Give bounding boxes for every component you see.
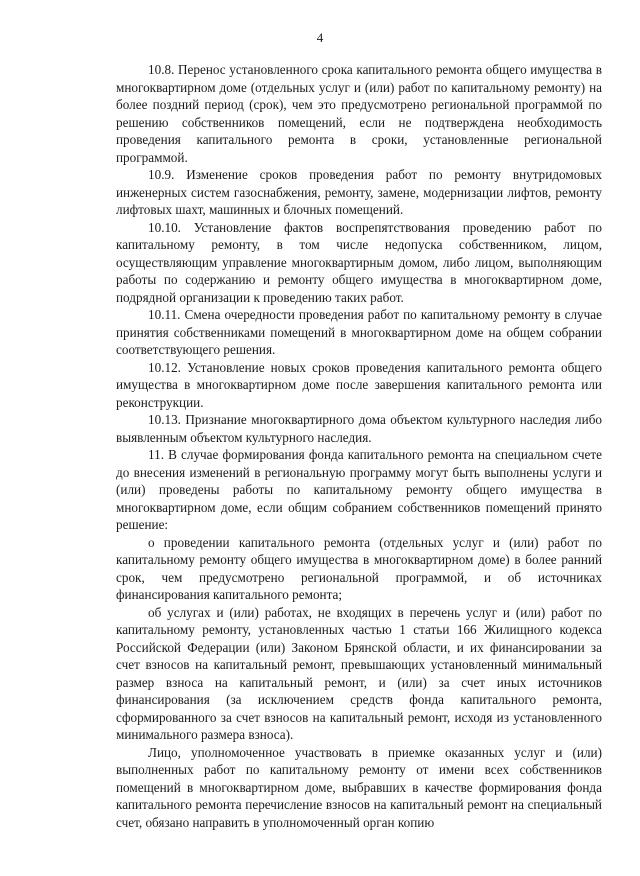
paragraph-10-10: 10.10. Установление фактов воспрепятствования проведению работ по капитальному ремонту, в том числе недопуска собственником, лицом, осуществляющим управление многоквартирным домом, либо лицом, выполняющим работы по содержанию и ремонту общего имущества в многоквартирном доме, подрядной организации к проведению таких работ.: [116, 219, 602, 305]
paragraph-10-11: 10.11. Смена очередности проведения работ по капитальному ремонту в случае принятия собственниками помещений в многоквартирном доме на общем собрании соответствующего решения.: [116, 307, 602, 357]
page-number: 4: [316, 30, 324, 45]
paragraph-11-item-earlier-repair: о проведении капитального ремонта (отдельных услуг и (или) работ по капитальному ремонту общего имущества в многоквартирном доме) в более ранний срок, чем предусмотрено региональной программой, и об источниках финансирования капитального ремонта;: [116, 534, 602, 602]
paragraph-10-13: 10.13. Признание многоквартирного дома объектом культурного наследия либо выявленным объектом культурного наследия.: [116, 412, 602, 445]
paragraph-11-item-extra-works: об услугах и (или) работах, не входящих в перечень услуг и (или) работ по капитальному ремонту, установленных частью 1 статьи 166 Жилищного кодекса Российской Федерации (или) Законом Брянской области, и их финансировании за счет взносов на капитальный ремонт, превышающих установленный минимальный размер взноса на капитальный ремонт, и (или) за счет иных источников финансирования (за исключением средств фонда капитального ремонта, сформированного за счет взносов на капитальный ремонт, исходя из установленного минимального размера взноса).: [116, 604, 602, 742]
paragraph-authorized-person: Лицо, уполномоченное участвовать в приемке оказанных услуг и (или) выполненных работ по капитальному ремонту от имени всех собственников помещений в многоквартирном доме, выбравших в качестве формирования фонда капитального ремонта перечисление взносов на капитальный ремонт на специальный счет, обязано направить в уполномоченный орган копию: [116, 744, 602, 830]
paragraph-10-9: 10.9. Изменение сроков проведения работ по ремонту внутридомовых инженерных систем газоснабжения, ремонту, замене, модернизации лифтов, ремонту лифтовых шахт, машинных и блочных помещений.: [116, 167, 602, 217]
paragraph-11: 11. В случае формирования фонда капитального ремонта на специальном счете до внесения изменений в региональную программу могут быть выполнены услуги и (или) проведены работы по капитальному ремонту общего имущества в многоквартирном доме, если общим собранием собственников помещений принято решение:: [116, 447, 602, 532]
paragraph-10-8: 10.8. Перенос установленного срока капитального ремонта общего имущества в многоквартирном доме (отдельных услуг и (или) работ по капитальному ремонту) на более поздний период (срок), чем это предусмотрено региональной программой по решению собственников помещений, если не подтверждена необходимость проведения капитального ремонта в сроки, установленные региональной программой.: [116, 62, 602, 165]
paragraph-10-12: 10.12. Установление новых сроков проведения капитального ремонта общего имущества в многоквартирном доме после завершения капитального ремонта или реконструкции.: [116, 359, 602, 410]
document-body: [116, 61, 602, 831]
